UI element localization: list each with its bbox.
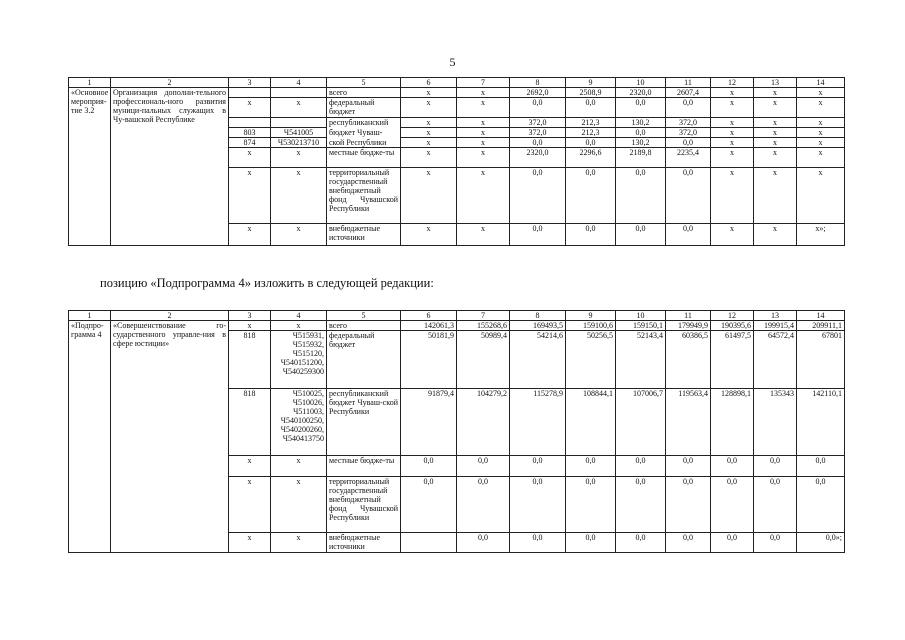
- value-cell: 0,0: [616, 477, 666, 533]
- value-cell: 64572,4: [754, 331, 797, 389]
- value-cell: 372,0: [510, 128, 566, 138]
- value-cell: x: [711, 148, 754, 168]
- column-number: 2: [111, 78, 229, 88]
- value-cell: x: [457, 168, 510, 224]
- column-number: 3: [229, 78, 271, 88]
- value-cell: 0,0: [754, 477, 797, 533]
- value-cell: 115278,9: [510, 389, 566, 456]
- value-cell: x: [797, 88, 845, 98]
- value-cell: x: [711, 118, 754, 128]
- grbs-code: x: [229, 477, 271, 533]
- value-cell: x: [401, 138, 457, 148]
- value-cell: 0,0: [457, 456, 510, 477]
- budget-table-subprogram-4: [68, 310, 845, 553]
- column-number: 1: [69, 78, 111, 88]
- value-cell: 2508,9: [566, 88, 616, 98]
- value-cell: 2189,8: [616, 148, 666, 168]
- target-code: x: [271, 456, 327, 477]
- column-number: 11: [666, 311, 711, 321]
- value-cell: x: [797, 148, 845, 168]
- value-cell: 159100,6: [566, 321, 616, 331]
- column-number: 8: [510, 311, 566, 321]
- value-cell: 0,0: [797, 456, 845, 477]
- value-cell: 0,0: [510, 224, 566, 246]
- value-cell: 179949,9: [666, 321, 711, 331]
- column-number: 5: [327, 78, 401, 88]
- value-cell: 212,3: [566, 128, 616, 138]
- funding-source: местные бюдже-ты: [327, 148, 401, 168]
- funding-source: всего: [327, 88, 401, 98]
- grbs-code: 818: [229, 389, 271, 456]
- value-cell: x: [754, 224, 797, 246]
- target-code: [271, 88, 327, 98]
- value-cell: 0,0: [666, 456, 711, 477]
- value-cell: x: [754, 148, 797, 168]
- value-cell: 50989,4: [457, 331, 510, 389]
- value-cell: 2692,0: [510, 88, 566, 98]
- value-cell: 372,0: [510, 118, 566, 128]
- value-cell: 108844,1: [566, 389, 616, 456]
- column-number: 5: [327, 311, 401, 321]
- value-cell: x: [711, 88, 754, 98]
- target-code: x: [271, 321, 327, 331]
- target-code: x: [271, 477, 327, 533]
- value-cell: 0,0: [401, 456, 457, 477]
- grbs-code: x: [229, 321, 271, 331]
- value-cell: 0,0: [616, 224, 666, 246]
- column-number: 7: [457, 78, 510, 88]
- value-cell: x: [457, 88, 510, 98]
- target-code: Ч510025, Ч510026, Ч511003, Ч540100250, Ч540200260, Ч540413750: [271, 389, 327, 456]
- column-number: 9: [566, 311, 616, 321]
- value-cell: 0,0: [566, 168, 616, 224]
- value-cell: x»;: [797, 224, 845, 246]
- value-cell: 0,0: [666, 138, 711, 148]
- value-cell: 0,0: [754, 533, 797, 553]
- funding-source: республиканский бюджет Чуваш-ской Республики: [327, 389, 401, 456]
- value-cell: 91879,4: [401, 389, 457, 456]
- value-cell: x: [754, 118, 797, 128]
- grbs-code: x: [229, 148, 271, 168]
- value-cell: x: [754, 128, 797, 138]
- value-cell: 0,0: [797, 477, 845, 533]
- value-cell: x: [457, 148, 510, 168]
- value-cell: 0,0: [510, 533, 566, 553]
- column-number: 1: [69, 311, 111, 321]
- value-cell: 0,0: [711, 533, 754, 553]
- value-cell: 128898,1: [711, 389, 754, 456]
- value-cell: x: [711, 138, 754, 148]
- grbs-code: x: [229, 168, 271, 224]
- value-cell: x: [457, 98, 510, 118]
- value-cell: x: [754, 98, 797, 118]
- value-cell: 0,0: [457, 533, 510, 553]
- funding-source: ской Республики: [327, 138, 401, 148]
- value-cell: 61497,5: [711, 331, 754, 389]
- value-cell: 60386,5: [666, 331, 711, 389]
- value-cell: 135343: [754, 389, 797, 456]
- value-cell: 107006,7: [616, 389, 666, 456]
- column-number: 3: [229, 311, 271, 321]
- activity-description-cell: Организация дополни-тельного профессиональ-ного развития муници-пальных служащих в Чу-вашской Республике: [111, 88, 229, 246]
- value-cell: x: [711, 168, 754, 224]
- value-cell: 130,2: [616, 118, 666, 128]
- grbs-code: x: [229, 224, 271, 246]
- value-cell: x: [457, 138, 510, 148]
- page-number: 5: [449, 55, 456, 69]
- column-number: 10: [616, 78, 666, 88]
- value-cell: x: [797, 168, 845, 224]
- column-number: 11: [666, 78, 711, 88]
- value-cell: x: [797, 138, 845, 148]
- value-cell: x: [401, 98, 457, 118]
- target-code: x: [271, 148, 327, 168]
- funding-source: бюджет Чуваш-: [327, 128, 401, 138]
- value-cell: 0,0: [510, 456, 566, 477]
- value-cell: x: [797, 98, 845, 118]
- value-cell: 0,0: [566, 224, 616, 246]
- value-cell: 67801: [797, 331, 845, 389]
- column-number: 10: [616, 311, 666, 321]
- column-numbers-row: [69, 311, 845, 321]
- column-number: 4: [271, 78, 327, 88]
- value-cell: 119563,4: [666, 389, 711, 456]
- value-cell: 0,0: [566, 98, 616, 118]
- value-cell: x: [457, 224, 510, 246]
- column-number: 6: [401, 311, 457, 321]
- budget-table-main-activity: [68, 77, 845, 246]
- column-number: 13: [754, 78, 797, 88]
- value-cell: 54214,6: [510, 331, 566, 389]
- value-cell: 0,0: [666, 168, 711, 224]
- value-cell: 0,0: [711, 477, 754, 533]
- funding-source: федеральный бюджет: [327, 331, 401, 389]
- column-number: 7: [457, 311, 510, 321]
- grbs-code: [229, 118, 271, 128]
- value-cell: 0,0: [566, 533, 616, 553]
- funding-source: федеральный бюджет: [327, 98, 401, 118]
- value-cell: 212,3: [566, 118, 616, 128]
- column-number: 12: [711, 311, 754, 321]
- grbs-code: 803: [229, 128, 271, 138]
- value-cell: x: [401, 224, 457, 246]
- funding-source: местные бюдже-ты: [327, 456, 401, 477]
- value-cell: x: [401, 88, 457, 98]
- column-number: 14: [797, 311, 845, 321]
- column-number: 13: [754, 311, 797, 321]
- grbs-code: 874: [229, 138, 271, 148]
- funding-source: всего: [327, 321, 401, 331]
- subprogram-description-cell: «Совершенствование го-сударственного управле-ния в сфере юстиции»: [111, 321, 229, 553]
- value-cell: 0,0: [457, 477, 510, 533]
- value-cell: x: [457, 118, 510, 128]
- value-cell: 0,0»;: [797, 533, 845, 553]
- value-cell: 209911,1: [797, 321, 845, 331]
- value-cell: 0,0: [510, 98, 566, 118]
- value-cell: x: [711, 224, 754, 246]
- grbs-code: x: [229, 456, 271, 477]
- table-row: [69, 321, 845, 331]
- value-cell: 372,0: [666, 118, 711, 128]
- grbs-code: [229, 88, 271, 98]
- value-cell: 199915,4: [754, 321, 797, 331]
- grbs-code: x: [229, 533, 271, 553]
- value-cell: x: [797, 128, 845, 138]
- funding-source: территориальный государственный внебюджетный фонд Чувашской Республики: [327, 477, 401, 533]
- target-code: Ч530213710: [271, 138, 327, 148]
- value-cell: 0,0: [616, 128, 666, 138]
- target-code: Ч541005: [271, 128, 327, 138]
- value-cell: 142110,1: [797, 389, 845, 456]
- activity-name-cell: «Основное мероприя-тие 3.2: [69, 88, 111, 246]
- column-number: 8: [510, 78, 566, 88]
- value-cell: x: [457, 128, 510, 138]
- value-cell: 0,0: [666, 477, 711, 533]
- value-cell: [401, 533, 457, 553]
- value-cell: 2320,0: [510, 148, 566, 168]
- value-cell: 169493,5: [510, 321, 566, 331]
- value-cell: 0,0: [666, 224, 711, 246]
- value-cell: x: [711, 98, 754, 118]
- value-cell: x: [754, 168, 797, 224]
- value-cell: 372,0: [666, 128, 711, 138]
- value-cell: 52143,4: [616, 331, 666, 389]
- funding-source: республиканский: [327, 118, 401, 128]
- value-cell: 0,0: [616, 168, 666, 224]
- target-code: x: [271, 168, 327, 224]
- value-cell: x: [711, 128, 754, 138]
- value-cell: 130,2: [616, 138, 666, 148]
- column-number: 2: [111, 311, 229, 321]
- value-cell: 155268,6: [457, 321, 510, 331]
- value-cell: 2235,4: [666, 148, 711, 168]
- value-cell: x: [754, 138, 797, 148]
- column-numbers-row: [69, 78, 845, 88]
- column-number: 12: [711, 78, 754, 88]
- column-number: 4: [271, 311, 327, 321]
- table-row: [69, 88, 845, 98]
- value-cell: 0,0: [510, 168, 566, 224]
- target-code: x: [271, 98, 327, 118]
- subprogram-name-cell: «Подпро-грамма 4: [69, 321, 111, 553]
- value-cell: x: [401, 128, 457, 138]
- value-cell: 0,0: [566, 456, 616, 477]
- grbs-code: x: [229, 98, 271, 118]
- value-cell: 0,0: [666, 533, 711, 553]
- target-code: Ч515931, Ч515932, Ч515120, Ч540151200, Ч540259300: [271, 331, 327, 389]
- column-number: 6: [401, 78, 457, 88]
- value-cell: 50181,9: [401, 331, 457, 389]
- value-cell: 2296,6: [566, 148, 616, 168]
- value-cell: 0,0: [566, 138, 616, 148]
- value-cell: 50256,5: [566, 331, 616, 389]
- value-cell: 0,0: [754, 456, 797, 477]
- value-cell: 0,0: [666, 98, 711, 118]
- funding-source: внебюджетные источники: [327, 533, 401, 553]
- value-cell: 142061,3: [401, 321, 457, 331]
- target-code: x: [271, 533, 327, 553]
- instruction-paragraph: позицию «Подпрограмма 4» изложить в следующей редакции:: [100, 276, 434, 290]
- value-cell: 0,0: [510, 138, 566, 148]
- target-code: x: [271, 224, 327, 246]
- value-cell: 0,0: [616, 533, 666, 553]
- value-cell: 190395,6: [711, 321, 754, 331]
- value-cell: 0,0: [566, 477, 616, 533]
- value-cell: x: [797, 118, 845, 128]
- value-cell: x: [401, 168, 457, 224]
- grbs-code: 818: [229, 331, 271, 389]
- value-cell: 104279,2: [457, 389, 510, 456]
- value-cell: 0,0: [510, 477, 566, 533]
- value-cell: 0,0: [401, 477, 457, 533]
- value-cell: 0,0: [616, 456, 666, 477]
- value-cell: 0,0: [711, 456, 754, 477]
- column-number: 14: [797, 78, 845, 88]
- target-code: [271, 118, 327, 128]
- value-cell: 159150,1: [616, 321, 666, 331]
- value-cell: 2320,0: [616, 88, 666, 98]
- value-cell: x: [401, 148, 457, 168]
- funding-source: территориальный государственный внебюджетный фонд Чувашской Республики: [327, 168, 401, 224]
- value-cell: 2607,4: [666, 88, 711, 98]
- value-cell: 0,0: [616, 98, 666, 118]
- funding-source: внебюджетные источники: [327, 224, 401, 246]
- column-number: 9: [566, 78, 616, 88]
- value-cell: x: [401, 118, 457, 128]
- value-cell: x: [754, 88, 797, 98]
